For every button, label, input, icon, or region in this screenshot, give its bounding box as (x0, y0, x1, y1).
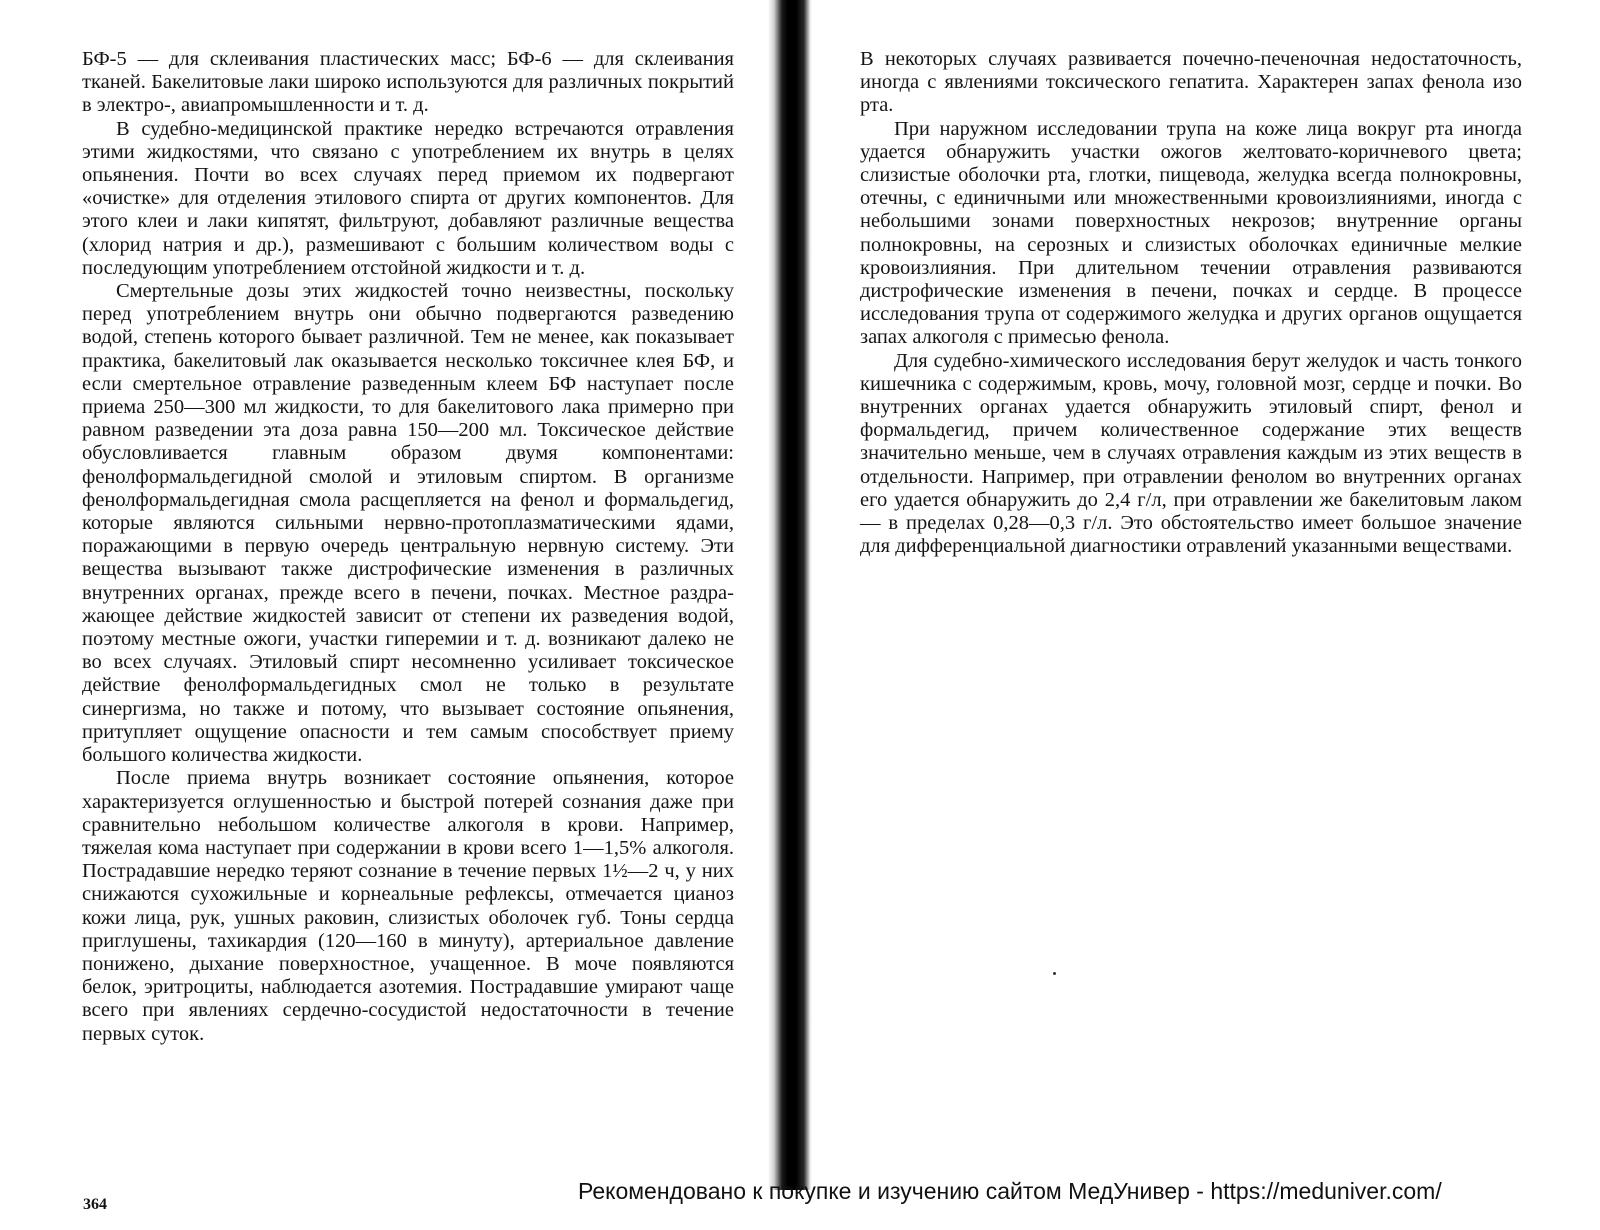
footer-recommendation-link[interactable]: Рекомендовано к покупке и изучению сайтом МедУнивер - https://meduniver.com/ (578, 1178, 1442, 1204)
left-paragraph-4: После приема внутрь возникает состояние опьянения, которое характеризуется оглушенностью и быстрой потерей сознания даже при сравнительно небольшом количестве алкоголя в крови. Например, тяжелая кома наступает при содержании в крови всего 1—1,5% алкоголя. Пострадавшие нередко теряют сознание в течение первых 1½—2 ч, у них снижаются сухожильные и корнеальные рефлексы, отмечается цианоз кожи лица, рук, ушных раковин, слизистых оболочек губ. Тоны сердца приглушены, тахикардия (120—160 в минуту), артериальное давление понижено, дыхание поверхностное, учащенное. В моче появляются белок, эритроциты, наблюдается азотемия. Пострадавшие умирают чаще всего при явлениях сердечно-сосудистой недостаточности в течение первых суток. (82, 767, 734, 1045)
right-paragraph-2: При наружном исследовании трупа на коже лица вокруг рта иногда удается обнаружить участки ожогов желтовато-коричневого цвета; слизистые оболочки рта, глотки, пищевода, желудка всегда полнокровны, отечны, с единичными или множественными кровоизлияниями, иногда с небольшими зонами поверхностных некрозов; внутренние органы полнокровны, на серозных и слизистых оболочках единичные мелкие кровоизлияния. При длительном течении отравления развиваются дистрофические изменения в печени, почках и сердце. В процессе исследования трупа от содержимого желудка и других органов ощущается запах алкоголя с примесью фенола. (860, 117, 1522, 349)
right-paragraph-1: В некоторых случаях развивается почечно-печеночная недостаточность, иногда с явлениями токсического гепатита. Характерен запах фенола изо рта. (860, 48, 1522, 117)
right-paragraph-3: Для судебно-химического исследования берут желудок и часть тонкого кишечника с содержимым, кровь, мочу, головной мозг, сердце и почки. Во внутренних органах удается обнаружить этиловый спирт, фенол и формальдегид, причем количественное содержание этих веществ значительно меньше, чем в случаях отравления каждым из этих веществ в отдельности. Например, при отравлении фенолом во внутренних органах его удается обнаружить до 2,4 г/л, при отравлении же бакелитовым лаком — в пределах 0,28—0,3 г/л. Это обстоятельство имеет большое значение для дифференциальной диагностики отравлений указанными веществами. (860, 349, 1522, 558)
left-paragraph-1: БФ-5 — для склеивания пластических масс; БФ-6 — для склеивания тканей. Бакелитовые лаки широко используются для различных покрытий в электро-, авиапромышленности и т. д. (82, 48, 734, 117)
right-text-column (860, 48, 1522, 558)
left-text-column (82, 48, 734, 1046)
scan-speck (1053, 972, 1056, 975)
left-paragraph-3: Смертельные дозы этих жидкостей точно неизвестны, поскольку перед употреблением внутрь они обычно подвергаются разведению водой, степень которого бывает различной. Тем не менее, как показывает практика, бакелитовый лак оказывается несколько токсичнее клея БФ, и если смертельное отравление разведенным клеем БФ наступает после приема 250—300 мл жидкости, то для бакелитового лака примерно при равном разведении эта доза равна 150—200 мл. Токсическое действие обусловливается главным образом двумя компонентами: фенолформальдегидной смолой и этиловым спиртом. В организме фенолформальдегидная смола расщепляется на фенол и формальдегид, которые являются сильными нервно-протоплазматическими ядами, поражающими в первую очередь центральную нервную систему. Эти вещества вызывают также дистрофические изменения в различных внутренних органах, прежде всего в печени, почках. Местное раздражающее действие жидкостей зависит от степени их разведения водой, поэтому местные ожоги, участки гиперемии и т. д. возникают далеко не во всех случаях. Этиловый спирт несомненно усиливает токсическое действие фенолформальдегидных смол не только в результате синергизма, но также и потому, что вызывает состояние опьянения, притупляет ощущение опасности и тем самым способствует приему большого количества жидкости. (82, 280, 734, 767)
left-page (0, 0, 770, 1230)
page-number: 364 (83, 1196, 107, 1213)
book-spine-shadow (768, 0, 812, 1190)
left-paragraph-2: В судебно-медицинской практике нередко встречаются отравления этими жидкостями, что связано с употреблением их внутрь в целях опьянения. Почти во всех случаях перед приемом их подвергают «очистке» для отделения этилового спирта от других компонентов. Для этого клеи и лаки кипятят, фильтруют, добавляют различные вещества (хлорид натрия и др.), размешивают с большим количеством воды с последующим употреблением отстойной жидкости и т. д. (82, 117, 734, 279)
